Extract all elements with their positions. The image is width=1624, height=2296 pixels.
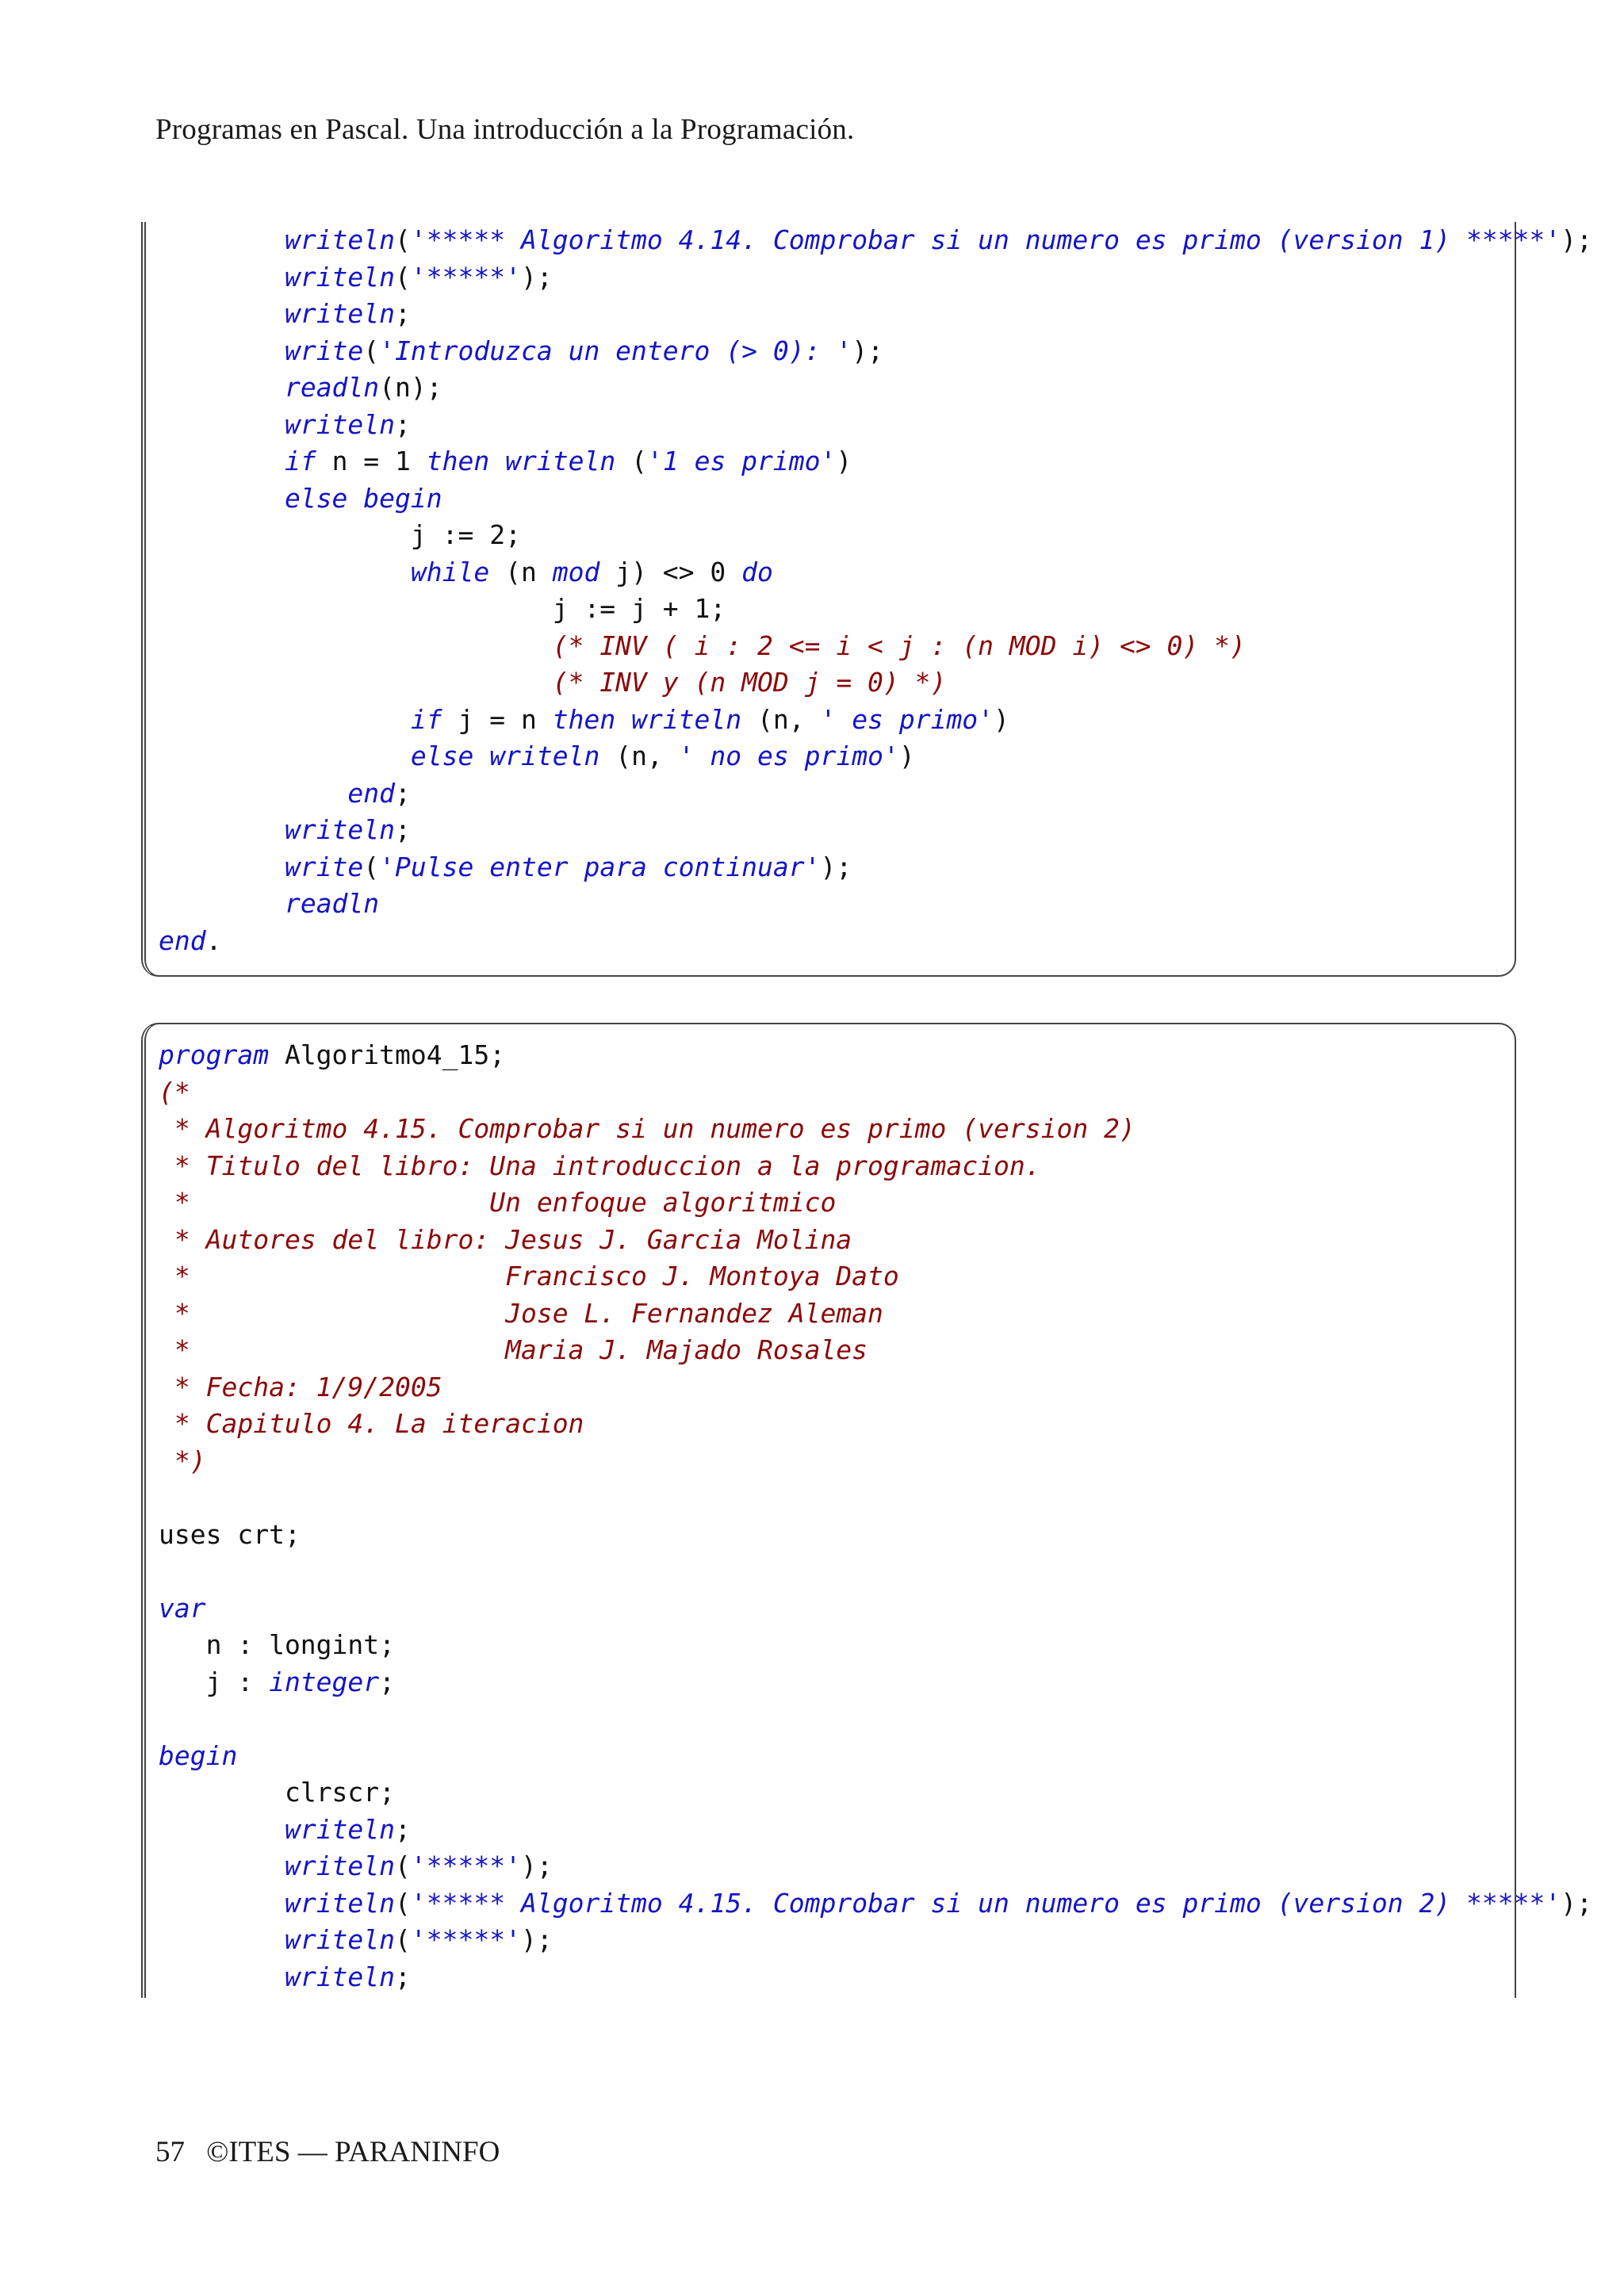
code-keyword: mod xyxy=(552,556,600,587)
code-string: '*****' xyxy=(410,1850,521,1881)
code-line xyxy=(159,1258,1592,1295)
code-text xyxy=(159,262,285,293)
code-line xyxy=(159,849,1592,886)
running-header: Programas en Pascal. Una introducción a la Programación. xyxy=(155,113,855,146)
code-keyword: readln xyxy=(284,888,380,919)
code-keyword: end xyxy=(347,777,396,809)
code-text: ( xyxy=(615,446,647,476)
code-text: ( xyxy=(395,261,411,293)
code-text xyxy=(159,519,411,550)
code-keyword: program xyxy=(159,1039,270,1070)
code-string: '*****' xyxy=(410,261,521,293)
code-text xyxy=(159,483,285,514)
code-line xyxy=(159,1222,1592,1259)
code-comment: (* INV y (n MOD j = 0) *) xyxy=(552,667,947,698)
code-keyword: write xyxy=(284,851,364,882)
code-text: j) <> 0 xyxy=(599,556,742,587)
code-line xyxy=(159,1406,1592,1443)
code-line xyxy=(159,702,1592,739)
code-text: ); xyxy=(520,1924,553,1955)
code-line xyxy=(159,664,1592,702)
code-line xyxy=(159,1738,1592,1775)
code-text xyxy=(159,1924,285,1955)
code-keyword: writeln xyxy=(631,703,742,735)
code-text: ) xyxy=(898,740,915,771)
code-text: ( xyxy=(395,224,411,255)
code-text xyxy=(159,1850,285,1881)
code-text: ( xyxy=(363,851,380,882)
code-line xyxy=(159,1037,1592,1074)
code-string: 'Pulse enter para continuar' xyxy=(379,851,821,882)
code-line xyxy=(159,1922,1592,1959)
code-comment: * Un enfoque algoritmico xyxy=(159,1187,837,1218)
code-text xyxy=(159,1814,285,1845)
code-line xyxy=(159,775,1592,813)
code-text xyxy=(159,298,285,329)
code-line xyxy=(159,1517,1592,1554)
code-line xyxy=(159,1184,1592,1222)
code-line xyxy=(159,886,1592,923)
code-line xyxy=(159,443,1592,480)
code-text xyxy=(489,446,505,476)
code-keyword: then xyxy=(426,446,490,476)
code-line xyxy=(159,1148,1592,1185)
code-text: Algoritmo4_15; xyxy=(269,1039,506,1070)
code-line xyxy=(159,1627,1592,1664)
code-text: ( xyxy=(395,1850,411,1881)
code-line xyxy=(159,923,1592,960)
code-text: n = 1 xyxy=(316,446,427,476)
code-line xyxy=(159,628,1592,665)
code-keyword: writeln xyxy=(284,1850,396,1881)
code-text: j : xyxy=(159,1666,270,1697)
code-text xyxy=(159,851,285,882)
code-comment: * Autores del libro: Jesus J. Garcia Molina xyxy=(159,1223,852,1255)
code-lines xyxy=(159,1037,1592,1996)
code-line xyxy=(159,259,1592,297)
code-line xyxy=(159,1885,1592,1923)
code-comment: * Jose L. Fernandez Aleman xyxy=(159,1297,883,1329)
code-text: ; xyxy=(395,1813,411,1845)
code-keyword: else begin xyxy=(284,482,442,514)
code-line xyxy=(159,1111,1592,1148)
code-line xyxy=(159,1479,1592,1517)
code-string: '***** Algoritmo 4.14. Comprobar si un numero es primo (version 1) *****' xyxy=(410,224,1561,255)
code-comment: (* INV ( i : 2 <= i < j : (n MOD i) <> 0) *) xyxy=(552,629,1246,661)
code-text: uses crt; xyxy=(159,1518,301,1550)
code-keyword: writeln xyxy=(284,1924,396,1955)
code-keyword: begin xyxy=(159,1739,238,1771)
code-line xyxy=(159,407,1592,444)
code-text xyxy=(159,704,411,735)
code-keyword: writeln xyxy=(284,298,396,329)
code-string: '***** Algoritmo 4.15. Comprobar si un numero es primo (version 2) *****' xyxy=(410,1887,1561,1919)
code-keyword: var xyxy=(159,1592,206,1624)
code-string: ' no es primo' xyxy=(678,740,899,771)
code-line xyxy=(159,480,1592,518)
code-text: j := j + 1; xyxy=(552,593,726,624)
code-text: ) xyxy=(994,703,1009,735)
code-string: '*****' xyxy=(410,1924,521,1955)
code-text: ); xyxy=(520,261,553,293)
code-comment: * Maria J. Majado Rosales xyxy=(159,1334,868,1365)
code-keyword: writeln xyxy=(505,446,616,476)
code-comment: (* xyxy=(159,1076,190,1108)
code-text: (n); xyxy=(379,372,442,403)
code-text xyxy=(159,740,411,771)
code-comment: *) xyxy=(159,1445,206,1476)
code-line xyxy=(159,1074,1592,1112)
page-footer xyxy=(155,2135,514,2169)
code-text xyxy=(159,557,411,587)
code-text: ); xyxy=(1561,224,1592,255)
code-text: ; xyxy=(395,298,411,329)
code-text xyxy=(159,630,553,661)
copyright-notice: ©ITES — PARANINFO xyxy=(206,2136,500,2168)
code-text: ; xyxy=(395,1961,411,1992)
code-keyword: do xyxy=(741,556,773,587)
code-text xyxy=(159,1777,285,1808)
code-text: n : longint; xyxy=(159,1629,396,1660)
code-text: ( xyxy=(363,335,380,366)
code-text xyxy=(159,1888,285,1919)
code-keyword: else xyxy=(410,740,474,771)
code-keyword: writeln xyxy=(284,261,396,293)
code-line xyxy=(159,1369,1592,1406)
code-lines xyxy=(159,222,1592,959)
code-text: ); xyxy=(820,851,852,882)
code-listing-continuation xyxy=(141,222,1592,977)
code-line xyxy=(159,812,1592,849)
code-text xyxy=(159,667,553,698)
code-text xyxy=(159,446,285,476)
code-text: ; xyxy=(395,814,411,845)
code-keyword: then xyxy=(552,703,616,735)
code-text: ); xyxy=(520,1850,553,1881)
code-line xyxy=(159,738,1592,775)
code-comment: * Francisco J. Montoya Dato xyxy=(159,1261,899,1292)
code-keyword: writeln xyxy=(284,408,396,440)
code-text xyxy=(159,888,285,919)
code-comment: * Capitulo 4. La iteracion xyxy=(159,1408,584,1439)
code-text xyxy=(159,335,285,366)
code-line xyxy=(159,1295,1592,1333)
code-keyword: while xyxy=(410,556,490,587)
code-keyword: writeln xyxy=(489,740,600,771)
code-text: ; xyxy=(379,1666,396,1697)
code-text xyxy=(159,778,347,809)
code-keyword: writeln xyxy=(284,1961,396,1992)
code-line xyxy=(159,1812,1592,1849)
code-keyword: integer xyxy=(269,1666,380,1697)
code-text: (n, xyxy=(741,703,821,735)
code-keyword: end xyxy=(159,924,206,956)
code-line xyxy=(159,1959,1592,1996)
code-text xyxy=(159,372,285,403)
code-text: j = n xyxy=(442,703,553,735)
code-text: ); xyxy=(852,335,883,366)
code-keyword: if xyxy=(284,446,316,476)
code-line xyxy=(159,591,1592,628)
code-string: 'Introduzca un entero (> 0): ' xyxy=(379,335,852,366)
code-text xyxy=(159,593,553,624)
code-text: ) xyxy=(836,446,852,476)
code-line xyxy=(159,1774,1592,1812)
code-keyword: writeln xyxy=(284,1813,396,1845)
code-comment: * Fecha: 1/9/2005 xyxy=(159,1371,442,1402)
code-keyword: writeln xyxy=(284,1887,396,1919)
page-number: 57 xyxy=(155,2136,185,2168)
code-text xyxy=(615,704,631,735)
code-text: ( xyxy=(395,1887,411,1919)
code-text xyxy=(473,740,489,771)
code-text: (n, xyxy=(599,740,679,771)
code-text: ); xyxy=(1561,1887,1592,1919)
code-line xyxy=(159,554,1592,591)
code-line xyxy=(159,1701,1592,1738)
code-line xyxy=(159,369,1592,407)
code-keyword: writeln xyxy=(284,224,396,255)
code-line xyxy=(159,1590,1592,1628)
code-text xyxy=(159,224,285,255)
code-keyword: if xyxy=(410,703,442,735)
code-keyword: readln xyxy=(284,372,380,403)
code-line xyxy=(159,333,1592,370)
code-line xyxy=(159,296,1592,333)
code-keyword: writeln xyxy=(284,814,396,845)
code-text: ; xyxy=(395,777,411,809)
code-text: clrscr; xyxy=(284,1777,396,1808)
code-listing-algoritmo4-15 xyxy=(141,1023,1592,1998)
code-comment: * Algoritmo 4.15. Comprobar si un numero es primo (version 2) xyxy=(159,1113,1136,1144)
code-comment: * Titulo del libro: Una introduccion a la programacion. xyxy=(159,1150,1041,1181)
code-text: (n xyxy=(489,556,553,587)
code-line xyxy=(159,517,1592,554)
code-keyword: write xyxy=(284,335,364,366)
code-line xyxy=(159,1332,1592,1369)
code-string: ' es primo' xyxy=(820,703,994,735)
code-line xyxy=(159,1553,1592,1590)
code-text xyxy=(159,409,285,440)
code-line xyxy=(159,1443,1592,1480)
code-line xyxy=(159,222,1592,259)
code-string: '1 es primo' xyxy=(646,446,837,476)
code-text: ; xyxy=(395,408,411,440)
code-text: j := 2; xyxy=(410,519,521,550)
code-text: ( xyxy=(395,1924,411,1955)
code-text: . xyxy=(205,924,222,956)
code-text xyxy=(159,814,285,845)
code-line xyxy=(159,1664,1592,1701)
code-line xyxy=(159,1848,1592,1885)
code-text xyxy=(159,1961,285,1992)
